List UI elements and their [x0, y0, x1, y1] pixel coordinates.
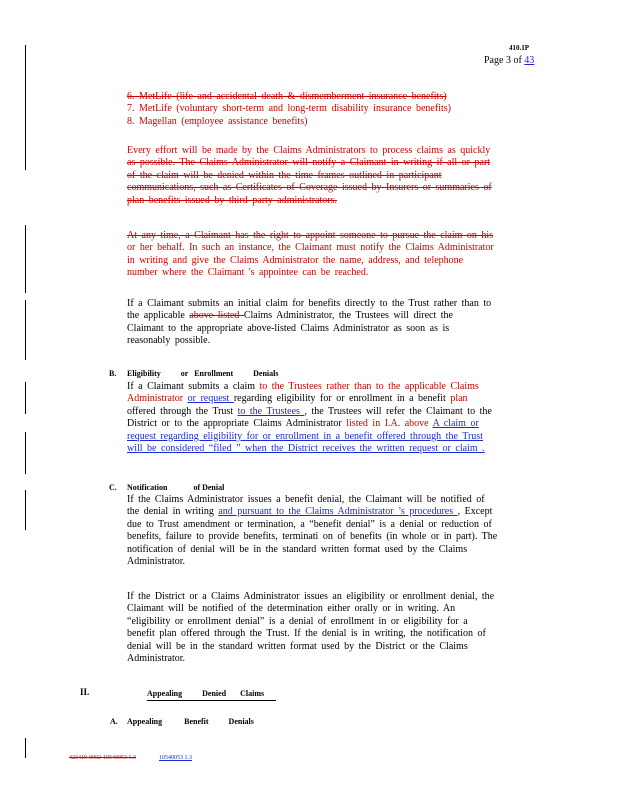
section-c-paragraph-2 [127, 591, 537, 665]
text-run: If a Claimant submits a claim [127, 381, 260, 392]
text-line: Administrator. [127, 653, 186, 665]
text-line [127, 506, 537, 518]
text-run: the denial in writing [127, 506, 219, 518]
page-label: Page 3 of [484, 55, 525, 66]
text-line [127, 406, 537, 418]
change-bar [25, 738, 26, 758]
text-run: Claims Administrator, the Trustees will direct the [243, 310, 453, 322]
document-id: 410.1P [509, 44, 530, 52]
text-line: denial will be in the standard written format used by the District or the Claims [127, 640, 468, 652]
text-line: Every effort will be made by the Claims Administrators to process claims as quickly [127, 145, 491, 156]
section-b-letter: B. [109, 369, 117, 378]
inserted-text: to the Trustees [237, 405, 305, 417]
deleted-text: of the claim will be denied within the time frames outlined in participant [127, 169, 442, 181]
text-line: or her behalf. In such an instance, the Claimant must notify the Claims Administrator [127, 242, 494, 254]
inserted-text: or request [187, 393, 234, 405]
text-run: , the Trustees will refer the Claimant to the [304, 405, 492, 417]
deleted-text: communications, such as Certificates of Coverage issued by Insurers or summaries of [127, 182, 492, 194]
change-bar [25, 432, 26, 474]
section-ii-title: Appealing Denied Claims [147, 688, 276, 701]
section-c-letter: C. [109, 483, 117, 492]
list-item: 8. Magellan (employee assistance benefits) [127, 115, 308, 127]
paragraph-initial-claim [127, 298, 537, 348]
deleted-text: as possible. The Claims Administrator will notify a Claimant in writing if all or part [127, 157, 491, 169]
change-bar [25, 300, 26, 360]
section-ii-numeral: II. [80, 687, 90, 697]
section-iia-title: Appealing Benefit Denials [127, 717, 254, 726]
change-bar [25, 45, 26, 170]
text-run: , Except [457, 506, 493, 518]
change-bar [25, 382, 26, 414]
text-line: If a Claimant submits an initial claim for benefits directly to the Trust rather than to [127, 298, 492, 309]
section-b-title: Eligibility or Enrollment Denials [127, 369, 279, 378]
text-run: District or to the appropriate Claims Administrator [127, 418, 347, 430]
deleted-text: At any time, a Claimant has the right to appoint someone to pursue the claim on his [127, 230, 494, 241]
deleted-text: above listed [189, 310, 244, 322]
text-line: due to Trust amendment or termination, a “benefit denial” is a denial or reduction of [127, 518, 492, 530]
text-run: the applicable [127, 310, 190, 322]
provider-list [127, 91, 537, 128]
text-line: in writing and give the Claims Administrator the name, address, and telephone [127, 254, 464, 266]
list-item: 7. MetLife (voluntary short-term and long-term disability insurance benefits) [127, 103, 451, 115]
inserted-text: request regarding eligibility for or enrollment in a benefit offered through the Trust [127, 430, 483, 442]
inserted-text: plan [450, 393, 468, 405]
page-total: 43 [524, 55, 535, 66]
text-line: Claimant will be notified of the determination either orally or in writing. An [127, 603, 456, 615]
page-number [484, 55, 534, 67]
text-line: benefit plan offered through the Trust. If the denial is in writing, the notification of [127, 628, 486, 640]
paragraph-claims-effort [127, 145, 537, 207]
text-line: If the District or a Claims Administrator issues an eligibility or enrollment denial, the [127, 591, 495, 602]
inserted-text: Administrator [127, 393, 188, 405]
text-line: notification of denial will be in the standard written format used by the Claims [127, 543, 468, 555]
inserted-text: A claim or [432, 418, 479, 430]
inserted-text: to the Trustees rather than to the applicable Claims [259, 381, 479, 392]
text-line: benefits, failure to provide benefits, terminati on of benefits (in whole or in part). The [127, 531, 498, 543]
text-line [127, 418, 537, 430]
list-item: 6. MetLife (life and accidental death & dismemberment insurance benefits) [127, 91, 447, 102]
footer-new-doc-number: 10540053 1.3 [159, 755, 192, 761]
inserted-text: listed in I.A. above [346, 418, 433, 430]
paragraph-appointee [127, 230, 537, 280]
text-line: If the Claims Administrator issues a benefit denial, the Claimant will be notified of [127, 494, 485, 505]
inserted-text: and pursuant to the Claims Administrator ’s procedures [218, 506, 458, 518]
text-line: number where the Claimant 's appointee can be reached. [127, 267, 369, 279]
deleted-text: plan benefits issued by third party administrators. [127, 194, 338, 206]
text-line: Administrator. [127, 556, 186, 568]
section-c-paragraph-1 [127, 494, 537, 568]
text-line: “eligibility or enrollment denial” is a denial of enrollment in or eligibility for a [127, 615, 468, 627]
text-run: regarding eligibility for or enrollment in a benefit [233, 393, 451, 405]
text-line [127, 381, 537, 393]
footer-old-doc-number: 423410-0002-10540053 1.3 [69, 755, 136, 761]
section-c-title: Notification of Denial [127, 483, 225, 492]
text-run: offered through the Trust [127, 405, 238, 417]
text-line: reasonably possible. [127, 335, 211, 347]
section-b-body [127, 381, 537, 455]
text-line [127, 393, 537, 405]
inserted-text: will be considered “filed ” when the District receives the written request or claim . [127, 443, 485, 455]
section-iia-letter: A. [110, 717, 118, 726]
text-line [127, 310, 537, 322]
change-bar [25, 225, 26, 293]
text-line: Claimant to the appropriate above-listed Claims Administrator as soon as is [127, 322, 450, 334]
change-bar [25, 490, 26, 530]
